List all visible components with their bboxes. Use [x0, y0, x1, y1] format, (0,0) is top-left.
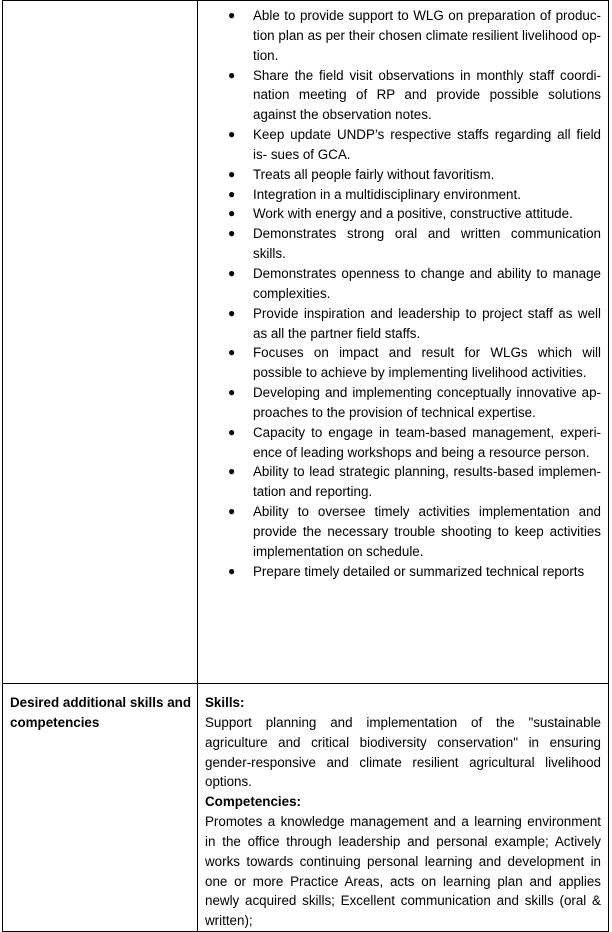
list-item-text: Able to provide support to WLG on preparation of produc- tion plan as per their chosen climate resilient livelihood op- tion. [253, 8, 601, 63]
list-item-text: Demonstrates strong oral and written communication skills. [253, 226, 601, 262]
bullet-icon: ● [228, 127, 236, 142]
list-item [198, 6, 601, 66]
skills-text: Support planning and implementation of the "sustainable agriculture and critical biodiversity conservation" in ensuring gender-responsive and climate resilient agricultural livelihood options. [205, 714, 601, 790]
list-item [198, 343, 601, 383]
list-item-text: Share the field visit observations in monthly staff coordi- nation meeting of RP and provide possible solutions against the observation notes. [253, 67, 601, 123]
bullet-icon: ● [228, 504, 236, 519]
list-item-text: Focuses on impact and result for WLGs which will possible to achieve by implementing livelihood activities. [253, 345, 601, 381]
list-item-text: Capacity to engage in team-based management, experi- ence of leading workshops and being a resource person. [253, 424, 601, 460]
list-item-text: Treats all people fairly without favoritism. [253, 166, 495, 182]
responsibilities-list [198, 1, 608, 581]
responsibilities-row [3, 1, 609, 684]
terms-of-reference-table [2, 0, 609, 932]
bullet-icon: ● [228, 345, 236, 360]
bullet-icon: ● [228, 166, 236, 181]
bullet-icon: ● [228, 305, 236, 320]
list-item-text: Integration in a multidisciplinary environment. [253, 186, 521, 202]
list-item-text: Provide inspiration and leadership to project staff as well as all the partner field staffs. [253, 305, 601, 341]
list-item [198, 264, 601, 304]
competencies-label: Competencies: [205, 794, 301, 810]
responsibilities-content-cell [198, 1, 609, 684]
desired-skills-content [198, 684, 608, 931]
list-item-text: Work with energy and a positive, constructive attitude. [253, 206, 573, 222]
list-item-text: Keep update UNDP’s respective staffs regarding all field is- sues of GCA. [253, 127, 601, 162]
bullet-icon: ● [228, 226, 236, 241]
responsibilities-label-cell [3, 1, 198, 684]
list-item-text: Prepare timely detailed or summarized technical reports [253, 563, 585, 579]
bullet-icon: ● [228, 8, 236, 22]
list-item [198, 204, 601, 224]
list-item [198, 562, 601, 582]
list-item [198, 304, 601, 344]
list-item [198, 383, 601, 423]
list-item [198, 462, 601, 502]
skills-label: Skills: [205, 695, 245, 710]
bullet-icon: ● [228, 385, 236, 400]
list-item [198, 66, 601, 126]
bullet-icon: ● [228, 67, 236, 82]
list-item-text: Demonstrates openness to change and ability to manage complexities. [253, 265, 601, 301]
list-item-text: Ability to oversee timely activities implementation and provide the necessary trouble shooting to keep activities implementation on schedule. [253, 504, 601, 559]
list-item [198, 125, 601, 165]
competencies-text: Promotes a knowledge management and a learning environment in the office through leadership and personal example; Actively works towards continuing personal learning and development in one or more Practice Areas, acts on learning plan and applies newly acquired skills; Excellent communication and skills (oral & written); [205, 814, 601, 929]
desired-skills-row [3, 684, 609, 932]
list-item [198, 423, 601, 463]
bullet-icon: ● [228, 206, 236, 221]
list-item-text: Ability to lead strategic planning, results-based implemen- tation and reporting. [253, 464, 601, 500]
desired-skills-heading: Desired additional skills and competencies [10, 695, 191, 730]
list-item-text: Developing and implementing conceptually innovative ap- proaches to the provision of technical expertise. [253, 385, 601, 420]
list-item [198, 185, 601, 205]
list-item [198, 224, 601, 264]
bullet-icon: ● [228, 563, 236, 578]
desired-skills-content-cell [198, 684, 609, 932]
list-item [198, 165, 601, 185]
bullet-icon: ● [228, 424, 236, 439]
bullet-icon: ● [228, 265, 236, 280]
list-item [198, 502, 601, 562]
bullet-icon: ● [228, 464, 236, 479]
desired-skills-label-cell [3, 684, 198, 932]
bullet-icon: ● [228, 186, 236, 201]
